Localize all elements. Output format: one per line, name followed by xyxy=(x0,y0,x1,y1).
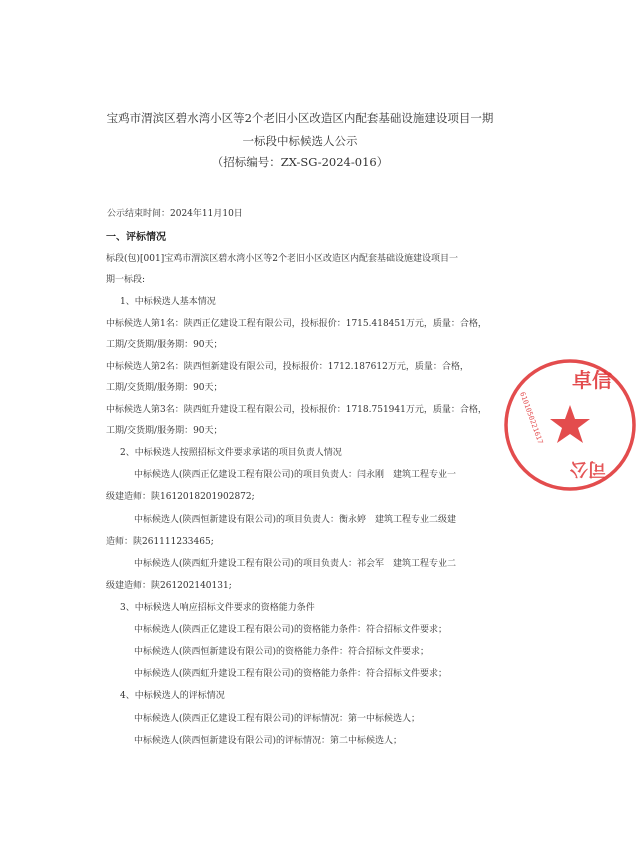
candidate-2-line-1: 中标候选人第2名：陕西恒新建设有限公司，投标报价：1712.187612万元，质量：合格， xyxy=(106,362,469,372)
qualification-3: 中标候选人(陕西虹升建设工程有限公司)的资格能力条件：符合招标文件要求； xyxy=(134,669,448,679)
notice-end-time: 公示结束时间：2024年11月10日 xyxy=(107,209,243,219)
evaluation-result-2: 中标候选人(陕西恒新建设有限公司)的评标情况：第二中标候选人； xyxy=(134,736,403,746)
qualification-2: 中标候选人(陕西恒新建设有限公司)的资格能力条件：符合招标文件要求； xyxy=(134,647,430,657)
tender-number: （招标编号：ZX-SG-2024-016） xyxy=(211,155,389,169)
seal-number: 6101050221617 xyxy=(518,390,545,446)
leader-2-line-2: 造师：陕261111233465; xyxy=(106,537,214,547)
subheading-project-leader: 2、中标候选人按照招标文件要求承诺的项目负责人情况 xyxy=(120,448,342,458)
leader-1-line-1: 中标候选人(陕西正亿建设工程有限公司)的项目负责人：闫永刚 建筑工程专业一 xyxy=(134,470,457,480)
leader-1-line-2: 级建造师：陕1612018201902872; xyxy=(106,492,255,502)
package-line-1: 标段(包)[001]宝鸡市渭滨区碧水湾小区等2个老旧小区改造区内配套基础设施建设项目一 xyxy=(106,254,458,264)
leader-2-line-1: 中标候选人(陕西恒新建设有限公司)的项目负责人：衡永婷 建筑工程专业二级建 xyxy=(134,515,457,525)
candidate-3-line-1: 中标候选人第3名：陕西虹升建设工程有限公司，投标报价：1718.751941万元，质量：合格， xyxy=(106,405,487,415)
candidate-2-line-2: 工期/交货期/服务期：90天； xyxy=(106,383,223,393)
title-line-1: 宝鸡市渭滨区碧水湾小区等2个老旧小区改造区内配套基础设施建设项目一期 xyxy=(106,111,494,125)
company-seal xyxy=(500,355,640,495)
leader-3-line-1: 中标候选人(陕西虹升建设工程有限公司)的项目负责人：祁会军 建筑工程专业二 xyxy=(134,559,457,569)
candidate-1-line-2: 工期/交货期/服务期：90天； xyxy=(106,340,223,350)
section-heading-evaluation: 一、评标情况 xyxy=(106,232,166,243)
subheading-basic-info: 1、中标候选人基本情况 xyxy=(120,297,216,307)
candidate-1-line-1: 中标候选人第1名：陕西正亿建设工程有限公司，投标报价：1715.418451万元，质量：合格， xyxy=(106,319,487,329)
seal-star-icon xyxy=(550,405,590,443)
seal-text-top: 卓信 xyxy=(572,368,612,392)
subheading-evaluation-result: 4、中标候选人的评标情况 xyxy=(120,691,225,701)
subheading-qualification: 3、中标候选人响应招标文件要求的资格能力条件 xyxy=(120,603,315,613)
qualification-1: 中标候选人(陕西正亿建设工程有限公司)的资格能力条件：符合招标文件要求； xyxy=(134,625,448,635)
candidate-3-line-2: 工期/交货期/服务期：90天； xyxy=(106,426,223,436)
leader-3-line-2: 级建造师：陕261202140131; xyxy=(106,581,232,591)
evaluation-result-1: 中标候选人(陕西正亿建设工程有限公司)的评标情况：第一中标候选人； xyxy=(134,714,421,724)
title-line-2: 一标段中标候选人公示 xyxy=(242,134,358,148)
package-line-2: 期一标段: xyxy=(106,275,146,285)
seal-text-bottom: 司公 xyxy=(570,458,606,479)
